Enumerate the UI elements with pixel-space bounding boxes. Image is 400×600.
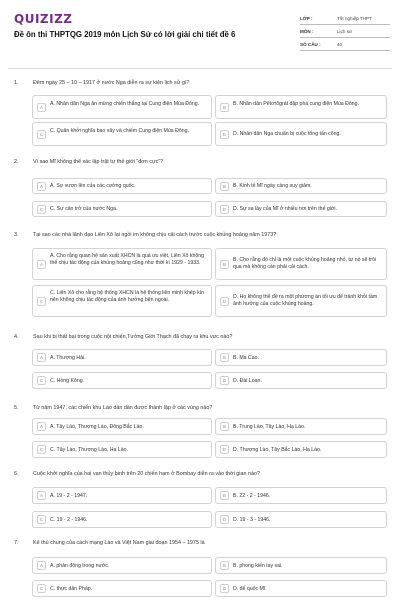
answer-option-c[interactable] (32, 372, 212, 389)
option-letter: B (220, 422, 229, 431)
answer-option-c[interactable] (32, 580, 212, 597)
answer-option-d[interactable] (215, 580, 387, 597)
option-text: C. 19 - 2 - 1946. (50, 517, 88, 523)
answer-option-d[interactable] (215, 122, 387, 146)
answer-option-c[interactable] (32, 441, 212, 458)
document-title: Đề ôn thi THPTQG 2019 môn Lịch Sử có lời giải chi tiết đề 6 (14, 30, 236, 39)
info-key: MÔN : (300, 29, 314, 34)
question-text: Tại sao các nhà lãnh đạo Liên Xô lại ngồi im không chịu cải cách trước cuộc khủng hoảng năm 1973? (33, 232, 277, 238)
answer-option-a[interactable] (32, 557, 212, 574)
option-letter: D (220, 584, 229, 593)
option-text: C. Hồng Kông. (50, 378, 85, 384)
question-number: 7. (14, 540, 19, 546)
option-letter: C (37, 297, 46, 306)
question-number: 2. (14, 159, 19, 165)
option-letter: C (37, 376, 46, 385)
question-number: 6. (14, 471, 19, 477)
option-letter: D (220, 205, 229, 214)
question-text: Vì sao Mĩ không thể xác lập trật tự thế giới "đơn cực"? (33, 159, 164, 165)
question-text: Cuộc khởi nghĩa của hai vạn thủy binh trên 20 chiến hạm ở Bombay diễn ra vào thời gian nào? (33, 471, 260, 477)
answer-option-d[interactable] (215, 441, 387, 458)
answer-option-c[interactable] (32, 285, 212, 317)
info-value: Tốt nghiệp THPT (337, 16, 372, 21)
option-text: D. Nhân dân Nga chuẩn bị cuộc tổng tấn công. (233, 131, 341, 137)
option-text: A. Cho rằng quan hệ sản xuất XHCN là quá ưu việt, Liên Xô không thể chịu tác động của khủng hoảng cũng như thời kì 1929 - 1933. (50, 253, 205, 266)
option-letter: A (37, 353, 46, 362)
option-letter: C (37, 445, 46, 454)
option-letter: D (220, 445, 229, 454)
option-text: D. Sự sa lầy của Mĩ ở nhiều nơi trên thế giới. (233, 206, 337, 212)
option-text: A. Thượng Hải. (50, 355, 86, 361)
logo-text: QUIZIZZ (14, 12, 73, 26)
option-text: D. Họ không thể đề ra một phương án tối ưu để tránh khỏi tầm ảnh hưởng của cuộc khủng hoảng. (233, 294, 378, 307)
option-letter: A (37, 491, 46, 500)
answer-option-b[interactable] (215, 557, 387, 574)
option-text: A. Sự vươn lên của các cường quốc. (50, 183, 136, 189)
answer-option-a[interactable] (32, 248, 212, 280)
option-text: D. 19 - 3 - 1946. (233, 517, 271, 523)
option-letter: D (220, 130, 229, 139)
option-letter: B (220, 491, 229, 500)
question-number: 5. (14, 405, 19, 411)
info-key: LỚP : (300, 16, 313, 21)
answer-option-a[interactable] (32, 487, 212, 504)
answer-option-b[interactable] (215, 248, 387, 280)
info-row-count (300, 38, 390, 51)
option-letter: A (37, 422, 46, 431)
option-letter: C (37, 515, 46, 524)
info-table (300, 12, 390, 51)
option-text: C. Liên Xô cho rằng hệ thống XHCN là hệ thống liên minh khép kín nên không chịu tác động của ảnh hưởng bên ngoài. (50, 290, 204, 303)
info-row-class (300, 12, 390, 25)
option-letter: D (220, 297, 229, 306)
answer-option-a[interactable] (32, 349, 212, 366)
answer-option-d[interactable] (215, 372, 387, 389)
option-letter: C (37, 584, 46, 593)
option-text: C. thực dân Pháp. (50, 586, 93, 592)
info-value: Lịch sử (337, 29, 353, 34)
header-divider (8, 68, 392, 69)
question-number: 1. (14, 80, 19, 86)
answer-option-a[interactable] (32, 95, 212, 119)
info-key: SỐ CÂU : (300, 42, 321, 47)
option-letter: D (220, 515, 229, 524)
question-text: Kẻ thù chung của cách mạng Lào và Việt Nam giai đoạn 1954 – 1975 là (33, 540, 205, 546)
option-letter: A (37, 182, 46, 191)
option-text: B. phong kiến tay sai. (233, 563, 283, 569)
info-value: 40 (337, 42, 343, 47)
option-letter: B (220, 353, 229, 362)
answer-option-a[interactable] (32, 178, 212, 194)
answer-option-c[interactable] (32, 511, 212, 528)
question-text: Sau khi bị thất bại trong cuộc nội chiến,Tưởng Giới Thạch đã chạy ra khu vực nào? (33, 334, 233, 340)
option-text: B. Ma Cao. (233, 355, 259, 361)
answer-option-b[interactable] (215, 178, 387, 194)
answer-option-d[interactable] (215, 285, 387, 317)
option-letter: B (220, 103, 229, 112)
option-text: A. 19 - 2 - 1947. (50, 493, 88, 499)
question-number: 4. (14, 334, 19, 340)
answer-option-b[interactable] (215, 418, 387, 435)
answer-option-a[interactable] (32, 418, 212, 435)
info-row-subject (300, 25, 390, 38)
option-text: B. Trung Lào, Tây Lào, Hạ Lào. (233, 424, 306, 430)
option-letter: B (220, 260, 229, 269)
option-text: A. Tây Lào, Thượng Lào, Đông Bắc Lào. (50, 424, 144, 430)
option-text: C. Quân khởi nghĩa bao vây và chiếm Cung điện Mùa Đông. (50, 128, 189, 134)
option-text: B. Nhân dân Pêtơrôgrát đập phá cung điện Mùa Đông. (233, 101, 359, 107)
answer-option-b[interactable] (215, 487, 387, 504)
question-number: 3. (14, 232, 19, 238)
answer-option-c[interactable] (32, 122, 212, 146)
option-letter: A (37, 260, 46, 269)
option-text: B. Kinh tế Mĩ ngày càng suy giảm. (233, 183, 312, 189)
quizizz-logo (14, 12, 72, 26)
option-letter: A (37, 103, 46, 112)
option-letter: C (37, 205, 46, 214)
option-letter: C (37, 130, 46, 139)
option-text: D. Đài Loan. (233, 378, 262, 384)
question-text: Đêm ngày 25 – 10 – 1917 ở nước Nga diễn ra sự kiện lịch sử gì? (33, 80, 190, 86)
option-letter: A (37, 561, 46, 570)
answer-option-b[interactable] (215, 95, 387, 119)
option-letter: D (220, 376, 229, 385)
option-letter: B (220, 561, 229, 570)
answer-option-b[interactable] (215, 349, 387, 366)
answer-option-c[interactable] (32, 201, 212, 217)
option-text: A. Nhân dân Nga ăn mừng chiến thắng tại Cung điện Mùa Đông. (50, 101, 200, 107)
question-text: Từ năm 1947, các chiến khu Lào dần dần được thành lập ở các vùng nào? (33, 405, 213, 411)
option-letter: B (220, 182, 229, 191)
option-text: A. phản động trong nước. (50, 563, 110, 569)
option-text: B. Cho rằng đó chỉ là một cuộc khủng hoảng nhỏ, tự nó sẽ trôi qua mà không cần phải cải cách. (233, 257, 377, 270)
worksheet-header (0, 0, 400, 62)
option-text: D. đế quốc Mĩ. (233, 586, 267, 592)
option-text: C. Tây Lào, Thượng Lào, Hạ Lào. (50, 447, 128, 453)
answer-option-d[interactable] (215, 201, 387, 217)
option-text: D. Thượng Lào, Tây Bắc Lào, Hạ Lào. (233, 447, 322, 453)
answer-option-d[interactable] (215, 511, 387, 528)
option-text: C. Sự cản trở của nước Nga. (50, 206, 118, 212)
option-text: B. 22 - 2 - 1946. (233, 493, 271, 499)
